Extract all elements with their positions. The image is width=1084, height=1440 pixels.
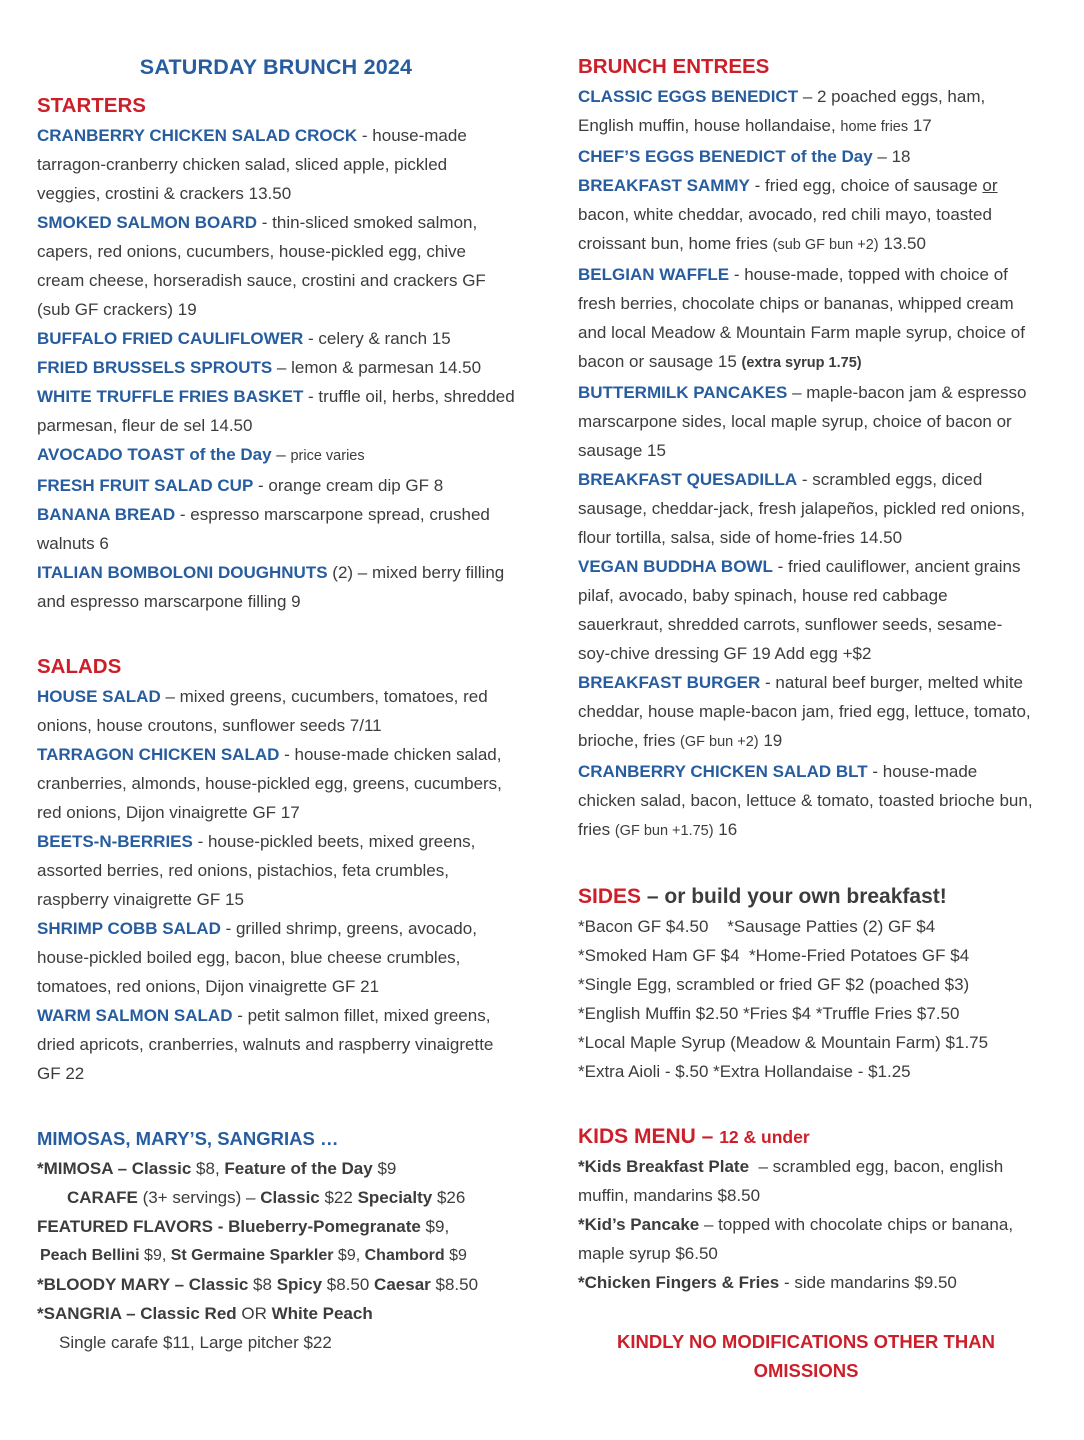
text-segment: *Kid’s Pancake bbox=[578, 1215, 700, 1234]
text-segment: KIDS MENU – bbox=[578, 1125, 720, 1148]
menu-section bbox=[37, 652, 515, 1088]
text-segment: *Kids Breakfast Plate bbox=[578, 1157, 750, 1176]
text-segment: - espresso marscarpone spread, crushed walnuts 6 bbox=[37, 505, 495, 553]
menu-section bbox=[578, 882, 1034, 1086]
text-segment: - house-made tarragon-cranberry chicken salad, sliced apple, pickled veggies, crostini & crackers 13.50 bbox=[37, 126, 472, 203]
text-segment: Peach Bellini bbox=[40, 1247, 140, 1264]
menu-section bbox=[578, 1122, 1034, 1297]
item-name: CRANBERRY CHICKEN SALAD BLT bbox=[578, 762, 868, 781]
section-header bbox=[37, 1124, 515, 1154]
menu-item bbox=[578, 1210, 1034, 1268]
menu-item bbox=[37, 1328, 515, 1357]
text-segment: MIMOSAS, MARY’S, SANGRIAS … bbox=[37, 1128, 339, 1149]
menu-item bbox=[37, 1270, 515, 1299]
text-segment: Classic bbox=[260, 1188, 320, 1207]
section-header bbox=[578, 52, 1034, 82]
item-name: VEGAN BUDDHA BOWL bbox=[578, 557, 773, 576]
menu-section bbox=[578, 52, 1038, 846]
menu-item bbox=[578, 668, 1034, 757]
text-segment: (extra syrup 1.75) bbox=[741, 355, 862, 371]
item-name: BREAKFAST BURGER bbox=[578, 673, 761, 692]
text-segment: *BLOODY MARY – Classic bbox=[37, 1275, 249, 1294]
item-name: BUTTERMILK PANCAKES bbox=[578, 383, 788, 402]
menu-item bbox=[37, 1241, 515, 1270]
menu-item bbox=[37, 324, 515, 353]
text-segment: *Smoked Ham GF $4 *Home-Fried Potatoes GF $4 bbox=[578, 946, 970, 965]
text-segment: $8.50 bbox=[322, 1275, 375, 1294]
menu-item bbox=[37, 382, 520, 440]
item-name: SMOKED SALMON BOARD bbox=[37, 213, 258, 232]
item-name: CLASSIC EGGS BENEDICT bbox=[578, 87, 799, 106]
text-segment: White Peach bbox=[271, 1304, 373, 1323]
text-segment: home fries bbox=[840, 119, 909, 135]
text-segment: SALADS bbox=[37, 655, 122, 678]
text-segment: – 2 poached eggs, ham, English muffin, house hollandaise, bbox=[578, 87, 990, 135]
menu-item bbox=[37, 682, 515, 740]
item-name: AVOCADO TOAST of the Day bbox=[37, 445, 272, 464]
item-name: WHITE TRUFFLE FRIES BASKET bbox=[37, 387, 304, 406]
text-segment: - natural beef burger, melted white cheddar, house maple-bacon jam, fried egg, lettuce, tomato, brioche, fries bbox=[578, 673, 1036, 750]
text-segment: *Single Egg, scrambled or fried GF $2 (poached $3) bbox=[578, 975, 970, 994]
text-segment: $9 bbox=[372, 1159, 397, 1178]
menu-item bbox=[37, 1299, 515, 1328]
text-segment: - fried cauliflower, ancient grains pilaf, avocado, baby spinach, house red cabbage sauerkraut, shredded carrots, sunflower seeds, sesame-soy-chive dressing GF 19 Add egg +$2 bbox=[578, 557, 1026, 663]
text-segment: *Chicken Fingers & Fries bbox=[578, 1273, 780, 1292]
text-segment: OR bbox=[236, 1304, 272, 1323]
menu-item bbox=[37, 1154, 515, 1183]
item-name: CRANBERRY CHICKEN SALAD CROCK bbox=[37, 126, 358, 145]
text-segment: - fried egg, choice of sausage bbox=[749, 176, 983, 195]
text-segment: Caesar bbox=[374, 1275, 431, 1294]
text-segment: $8, bbox=[191, 1159, 225, 1178]
footer-note: KINDLY NO MODIFICATIONS OTHER THAN OMISSIONS bbox=[617, 1331, 995, 1381]
text-segment: or bbox=[982, 176, 998, 195]
menu-item bbox=[37, 1212, 515, 1241]
text-segment: – maple-bacon jam & espresso marscarpone sides, local maple syrup, choice of bacon or sausage 15 bbox=[578, 383, 1032, 460]
text-segment: 16 bbox=[713, 820, 738, 839]
item-name: BREAKFAST SAMMY bbox=[578, 176, 750, 195]
text-segment: - house-made chicken salad, cranberries, almonds, house-pickled egg, greens, cucumbers, red onions, Dijon vinaigrette GF 17 bbox=[37, 745, 507, 822]
item-name: BANANA BREAD bbox=[37, 505, 176, 524]
text-segment: (3+ servings) – bbox=[137, 1188, 261, 1207]
text-segment: CARAFE bbox=[67, 1188, 138, 1207]
right-column bbox=[578, 52, 1038, 1385]
text-segment: Chambord bbox=[364, 1247, 445, 1264]
text-segment: bacon, white cheddar, avocado, red chili mayo, toasted croissant bun, home fries bbox=[578, 176, 1003, 253]
text-segment: – 18 bbox=[872, 147, 911, 166]
text-segment: - scrambled eggs, diced sausage, cheddar-jack, fresh jalapeños, pickled red onions, flour tortilla, salsa, side of home-fries 14.50 bbox=[578, 470, 1030, 547]
text-segment: $9, bbox=[420, 1217, 450, 1236]
menu-item bbox=[37, 558, 515, 616]
left-column bbox=[37, 52, 520, 1357]
item-name: TARRAGON CHICKEN SALAD bbox=[37, 745, 280, 764]
menu-item bbox=[37, 1001, 515, 1088]
menu-item bbox=[578, 1028, 1034, 1057]
menu-item bbox=[578, 142, 1034, 171]
menu-section bbox=[37, 91, 520, 616]
menu-item bbox=[37, 914, 515, 1001]
menu-item bbox=[37, 500, 515, 558]
item-name: FRESH FRUIT SALAD CUP bbox=[37, 476, 254, 495]
left-sections bbox=[37, 91, 520, 1357]
text-segment: $9, bbox=[139, 1247, 171, 1264]
menu-item bbox=[37, 471, 515, 500]
text-segment: - orange cream dip GF 8 bbox=[253, 476, 444, 495]
menu-item bbox=[578, 999, 1034, 1028]
menu-item bbox=[37, 740, 515, 827]
text-segment: - house-made, topped with choice of fresh berries, chocolate chips or bananas, whipped cream and local Meadow & Mountain Farm maple syrup, choice of bacon or sausage 15 bbox=[578, 265, 1030, 371]
text-segment: – or build your own breakfast! bbox=[641, 885, 947, 908]
menu-item bbox=[578, 941, 1034, 970]
section-header bbox=[578, 882, 1034, 912]
text-segment: (GF bun +2) bbox=[680, 734, 759, 750]
item-name: SHRIMP COBB SALAD bbox=[37, 919, 221, 938]
menu-item bbox=[578, 970, 1034, 999]
text-segment: *Extra Aioli - $.50 *Extra Hollandaise - $1.25 bbox=[578, 1062, 911, 1081]
item-name: FRIED BRUSSELS SPROUTS bbox=[37, 358, 273, 377]
text-segment: – topped with chocolate chips or banana, maple syrup $6.50 bbox=[578, 1215, 1018, 1263]
item-name: BREAKFAST QUESADILLA bbox=[578, 470, 798, 489]
menu-item bbox=[578, 82, 1034, 142]
item-name: HOUSE SALAD bbox=[37, 687, 161, 706]
text-segment: – bbox=[271, 445, 291, 464]
text-segment: - celery & ranch 15 bbox=[303, 329, 451, 348]
item-name: BELGIAN WAFFLE bbox=[578, 265, 730, 284]
item-name: BEETS-N-BERRIES bbox=[37, 832, 193, 851]
section-header bbox=[578, 1122, 1034, 1152]
section-header bbox=[37, 652, 515, 682]
text-segment: (2) – mixed berry filling and espresso marscarpone filling 9 bbox=[37, 563, 509, 611]
menu-title: SATURDAY BRUNCH 2024 bbox=[139, 55, 413, 79]
text-segment: STARTERS bbox=[37, 94, 146, 117]
text-segment: *SANGRIA – Classic Red bbox=[37, 1304, 237, 1323]
text-segment: 13.50 bbox=[878, 234, 926, 253]
text-segment: $22 bbox=[319, 1188, 358, 1207]
text-segment: Specialty bbox=[357, 1188, 433, 1207]
text-segment: *Bacon GF $4.50 *Sausage Patties (2) GF $4 bbox=[578, 917, 936, 936]
item-name: BUFFALO FRIED CAULIFLOWER bbox=[37, 329, 304, 348]
text-segment: FEATURED FLAVORS - Blueberry-Pomegranate bbox=[37, 1217, 421, 1236]
text-segment: St Germaine Sparkler bbox=[170, 1247, 334, 1264]
text-segment: Feature of the Day bbox=[224, 1159, 373, 1178]
text-segment: $8.50 bbox=[430, 1275, 479, 1294]
text-segment: $9, bbox=[333, 1247, 365, 1264]
text-segment: *MIMOSA – Classic bbox=[37, 1159, 192, 1178]
menu-item bbox=[578, 757, 1038, 846]
menu-item bbox=[37, 121, 515, 208]
text-segment: Spicy bbox=[276, 1275, 323, 1294]
menu-item bbox=[37, 353, 515, 382]
menu-item bbox=[37, 1183, 515, 1212]
text-segment: $26 bbox=[432, 1188, 466, 1207]
text-segment: - house-made chicken salad, bacon, lettuce & tomato, toasted brioche bun, fries bbox=[578, 762, 1038, 839]
menu-item bbox=[578, 1152, 1034, 1210]
text-segment: - grilled shrimp, greens, avocado, house-pickled boiled egg, bacon, blue cheese crumbles, tomatoes, red onions, Dijon vinaigrette GF 21 bbox=[37, 919, 482, 996]
text-segment: - petit salmon fillet, mixed greens, dried apricots, cranberries, walnuts and raspberry vinaigrette GF 22 bbox=[37, 1006, 499, 1083]
text-segment: Single carafe $11, Large pitcher $22 bbox=[59, 1333, 332, 1352]
menu-item bbox=[578, 260, 1034, 378]
text-segment: price varies bbox=[290, 448, 365, 464]
text-segment: BRUNCH ENTREES bbox=[578, 55, 770, 78]
menu-item bbox=[37, 827, 515, 914]
section-header bbox=[37, 91, 515, 121]
text-segment: *English Muffin $2.50 *Fries $4 *Truffle Fries $7.50 bbox=[578, 1004, 960, 1023]
menu-item bbox=[578, 465, 1034, 552]
right-sections bbox=[578, 52, 1038, 1297]
menu-item bbox=[37, 208, 515, 324]
text-segment: 19 bbox=[758, 731, 783, 750]
text-segment: 12 & under bbox=[719, 1127, 810, 1147]
menu-section bbox=[37, 1124, 515, 1357]
menu-item bbox=[578, 912, 1034, 941]
menu-item bbox=[578, 1268, 1034, 1297]
menu-item bbox=[578, 1057, 1034, 1086]
menu-item bbox=[37, 440, 515, 471]
text-segment: $8 bbox=[248, 1275, 277, 1294]
text-segment: – mixed greens, cucumbers, tomatoes, red onions, house croutons, sunflower seeds 7/11 bbox=[37, 687, 493, 735]
item-name: WARM SALMON SALAD bbox=[37, 1006, 233, 1025]
text-segment: (GF bun +1.75) bbox=[614, 823, 714, 839]
item-name: CHEF’S EGGS BENEDICT of the Day bbox=[578, 147, 873, 166]
text-segment: - truffle oil, herbs, shredded parmesan, fleur de sel 14.50 bbox=[37, 387, 520, 435]
text-segment: *Local Maple Syrup (Meadow & Mountain Farm) $1.75 bbox=[578, 1033, 989, 1052]
text-segment: 17 bbox=[908, 116, 932, 135]
text-segment: - side mandarins $9.50 bbox=[779, 1273, 957, 1292]
text-segment: – scrambled egg, bacon, english muffin, mandarins $8.50 bbox=[578, 1157, 1008, 1205]
text-segment: - thin-sliced smoked salmon, capers, red onions, cucumbers, house-pickled egg, chive cream cheese, horseradish sauce, crostini and crackers GF (sub GF crackers) 19 bbox=[37, 213, 491, 319]
text-segment: (sub GF bun +2) bbox=[772, 237, 879, 253]
menu-item bbox=[578, 171, 1034, 260]
text-segment: - house-pickled beets, mixed greens, assorted berries, red onions, pistachios, feta crumbles, raspberry vinaigrette GF 15 bbox=[37, 832, 481, 909]
text-segment: – lemon & parmesan 14.50 bbox=[272, 358, 482, 377]
menu-item bbox=[578, 378, 1034, 465]
text-segment: SIDES bbox=[578, 885, 642, 908]
item-name: ITALIAN BOMBOLONI DOUGHNUTS bbox=[37, 563, 328, 582]
menu-item bbox=[578, 552, 1034, 668]
text-segment: $9 bbox=[444, 1247, 467, 1264]
